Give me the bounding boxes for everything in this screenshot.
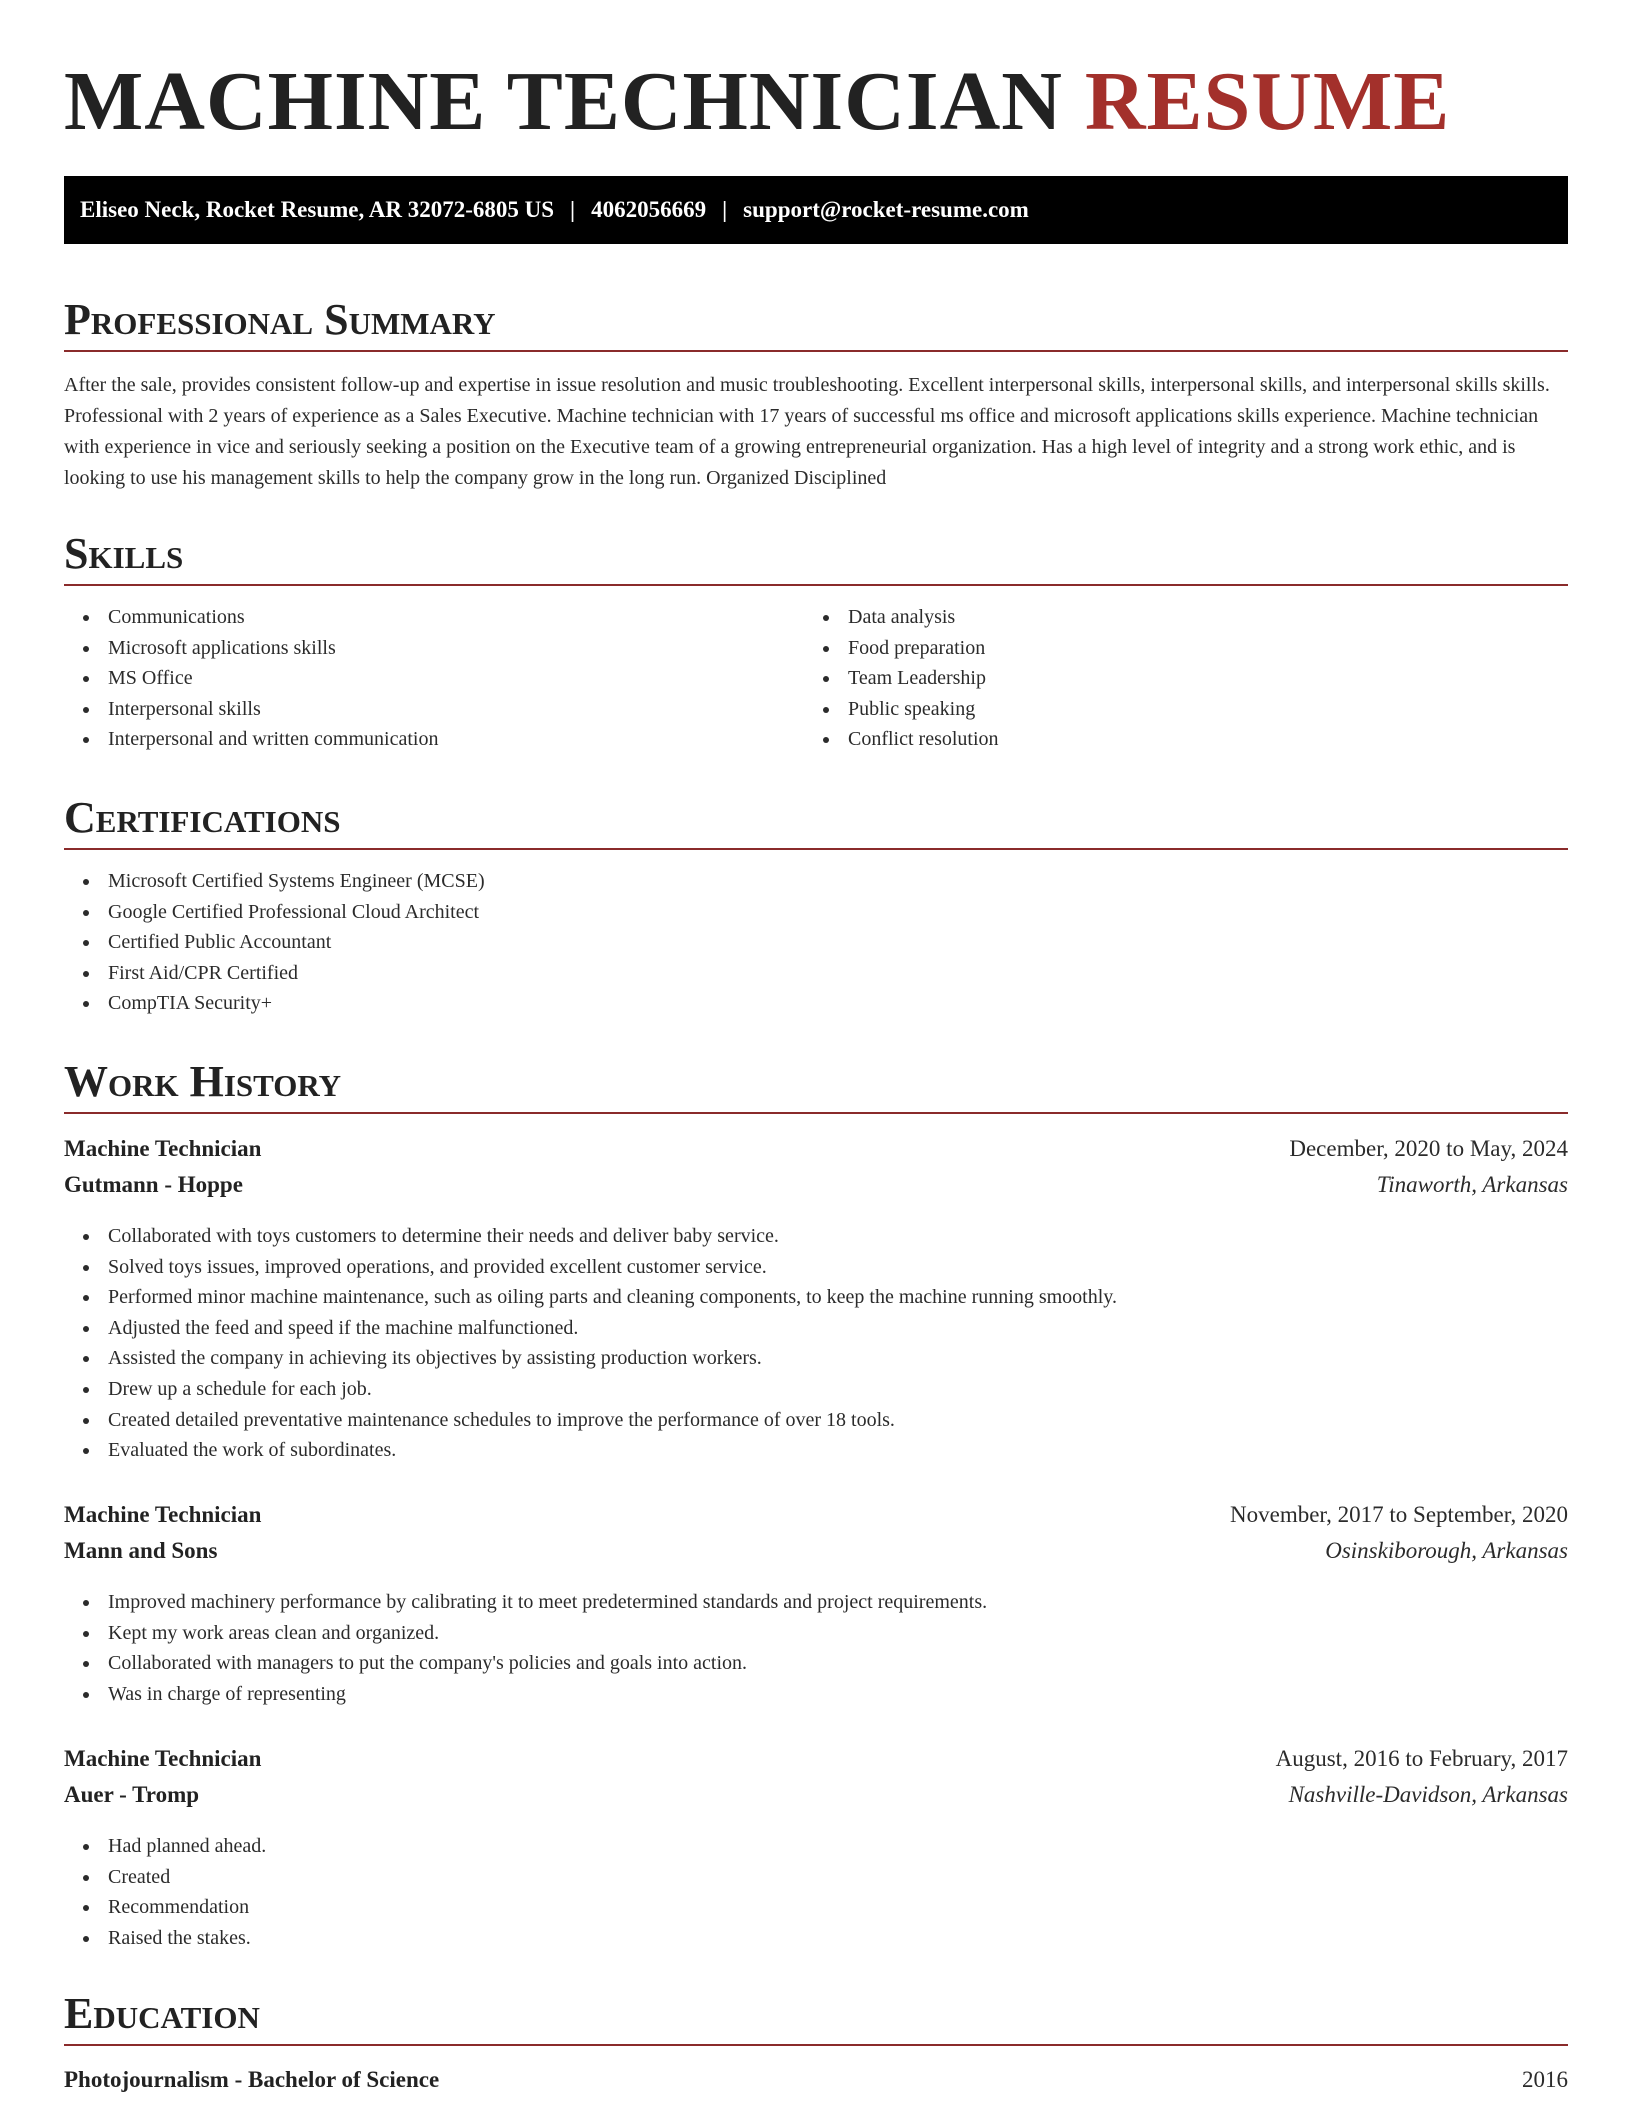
- certification-item: Google Certified Professional Cloud Architect: [108, 897, 485, 928]
- skill-item: MS Office: [108, 663, 438, 694]
- section-heading-summary: Professional Summary: [64, 292, 1568, 352]
- job-bullet: Created detailed preventative maintenance schedules to improve the performance of over 18 tools.: [108, 1405, 1117, 1436]
- job-bullet: Performed minor machine maintenance, such as oiling parts and cleaning components, to keep the machine running smoothly.: [108, 1282, 1117, 1313]
- job-dates: November, 2017 to September, 2020: [1230, 1502, 1568, 1527]
- job-bullet: Assisted the company in achieving its objectives by assisting production workers.: [108, 1343, 1117, 1374]
- skill-item: Microsoft applications skills: [108, 633, 438, 664]
- skills-list-left: [64, 602, 438, 755]
- job-bullet: Collaborated with managers to put the company's policies and goals into action.: [108, 1648, 987, 1679]
- certifications-list: [64, 866, 485, 1019]
- job-dates: December, 2020 to May, 2024: [1289, 1136, 1568, 1161]
- contact-address: Eliseo Neck, Rocket Resume, AR 32072-6805 US: [80, 197, 555, 222]
- job-title: Machine Technician: [64, 1746, 262, 1771]
- skills-list-right: [804, 602, 999, 755]
- certification-item: Microsoft Certified Systems Engineer (MCSE): [108, 866, 485, 897]
- skill-item: Communications: [108, 602, 438, 633]
- job-bullet: Was in charge of representing: [108, 1679, 987, 1710]
- contact-separator: |: [722, 197, 728, 222]
- skill-item: Public speaking: [848, 694, 999, 725]
- job-bullet: Recommendation: [108, 1892, 266, 1923]
- certification-item: First Aid/CPR Certified: [108, 958, 485, 989]
- skill-item: Team Leadership: [848, 663, 999, 694]
- job-bullet: Drew up a schedule for each job.: [108, 1374, 1117, 1405]
- section-heading-work-history: Work History: [64, 1054, 1568, 1114]
- job-bullet: Had planned ahead.: [108, 1831, 266, 1862]
- job-bullet: Created: [108, 1862, 266, 1893]
- job-company: Gutmann - Hoppe: [64, 1172, 243, 1197]
- job-bullet: Improved machinery performance by calibrating it to meet predetermined standards and project requirements.: [108, 1587, 987, 1618]
- job-company: Mann and Sons: [64, 1538, 218, 1563]
- job-bullets: [64, 1587, 987, 1709]
- skill-item: Data analysis: [848, 602, 999, 633]
- skill-item: Conflict resolution: [848, 724, 999, 755]
- contact-separator: |: [570, 197, 576, 222]
- contact-bar: [64, 176, 1568, 244]
- summary-text: After the sale, provides consistent follow-up and expertise in issue resolution and music troubleshooting. Excellent interpersonal skills, interpersonal skills, and interpersonal skills skills. Professional with 2 years of experience as a Sales Executive. Machine technician with 17 years of successful ms office and microsoft applications skills experience. Machine technician with experience in vice and seriously seeking a position on the Executive team of a growing entrepreneurial organization. Has a high level of integrity and a strong work ethic, and is looking to use his management skills to help the company grow in the long run. Organized Disciplined: [64, 374, 1550, 489]
- certification-item: CompTIA Security+: [108, 988, 485, 1019]
- job-location: Nashville-Davidson, Arkansas: [1288, 1782, 1568, 1807]
- skill-item: Interpersonal skills: [108, 694, 438, 725]
- job-bullet: Adjusted the feed and speed if the machine malfunctioned.: [108, 1313, 1117, 1344]
- education-year: 2016: [1522, 2067, 1568, 2092]
- education-degree: Photojournalism - Bachelor of Science: [64, 2067, 440, 2092]
- job-bullets: [64, 1831, 266, 1953]
- title-main: MACHINE TECHNICIAN: [64, 55, 1063, 148]
- job-location: Osinskiborough, Arkansas: [1325, 1538, 1568, 1563]
- skill-item: Interpersonal and written communication: [108, 724, 438, 755]
- job-bullet: Evaluated the work of subordinates.: [108, 1435, 1117, 1466]
- job-dates: August, 2016 to February, 2017: [1275, 1746, 1568, 1771]
- certification-item: Certified Public Accountant: [108, 927, 485, 958]
- job-bullet: Collaborated with toys customers to determine their needs and deliver baby service.: [108, 1221, 1117, 1252]
- section-heading-skills: Skills: [64, 526, 1568, 586]
- contact-phone: 4062056669: [591, 197, 707, 222]
- job-bullets: [64, 1221, 1117, 1466]
- section-heading-education: Education: [64, 1986, 1568, 2046]
- job-location: Tinaworth, Arkansas: [1376, 1172, 1568, 1197]
- contact-email[interactable]: support@rocket-resume.com: [743, 197, 1029, 222]
- section-heading-certifications: Certifications: [64, 790, 1568, 850]
- job-title: Machine Technician: [64, 1136, 262, 1161]
- title-accent: RESUME: [1084, 55, 1451, 148]
- skill-item: Food preparation: [848, 633, 999, 664]
- job-bullet: Solved toys issues, improved operations, and provided excellent customer service.: [108, 1252, 1117, 1283]
- job-title: Machine Technician: [64, 1502, 262, 1527]
- resume-title: [64, 52, 1450, 152]
- job-company: Auer - Tromp: [64, 1782, 200, 1807]
- job-bullet: Raised the stakes.: [108, 1923, 266, 1954]
- job-bullet: Kept my work areas clean and organized.: [108, 1618, 987, 1649]
